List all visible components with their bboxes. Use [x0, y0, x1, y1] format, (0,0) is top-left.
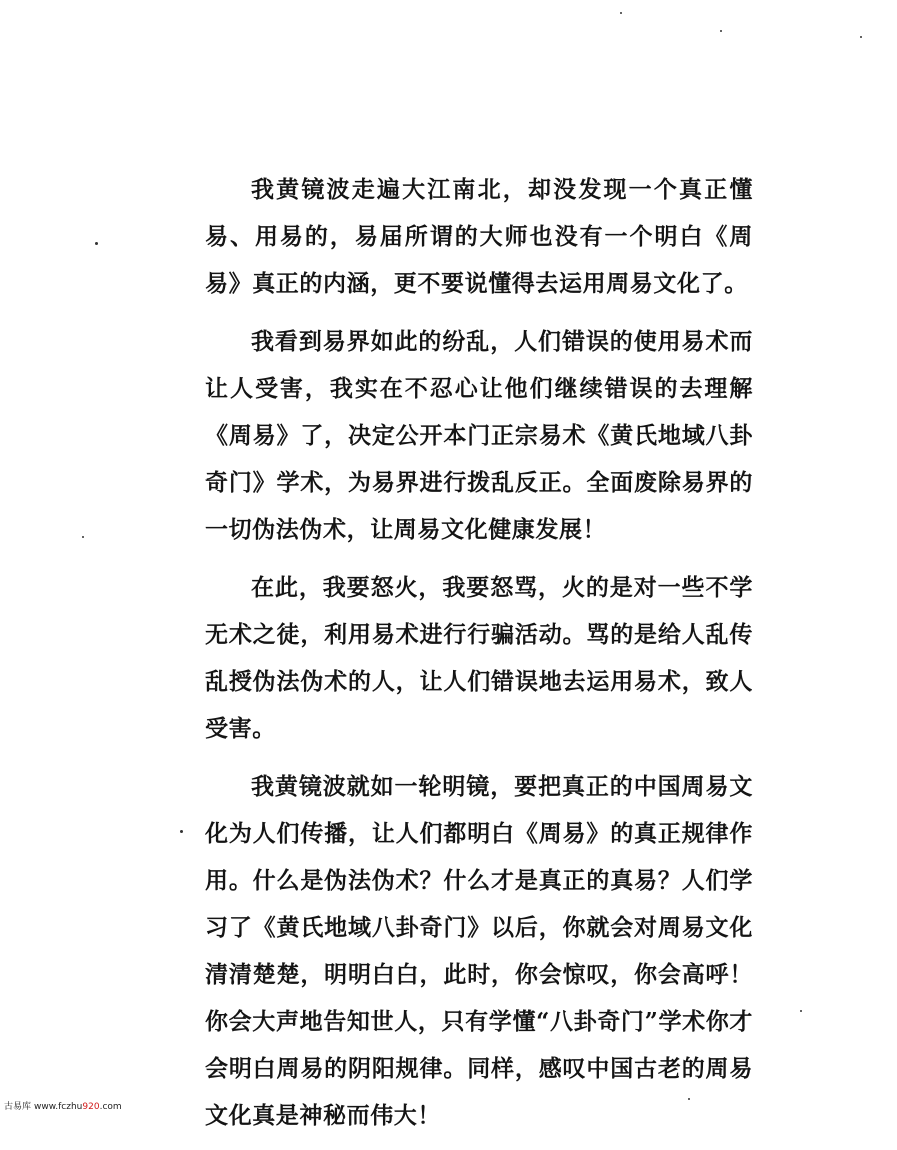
site-watermark [4, 1099, 122, 1112]
scan-speck [95, 242, 98, 245]
scan-speck [720, 30, 722, 32]
scan-speck [82, 536, 84, 538]
scan-speck [620, 12, 622, 14]
paragraph-4: 我黄镜波就如一轮明镜，要把真正的中国周易文化为人们传播，让人们都明白《周易》的真正规律作用。什么是伪法伪术？什么才是真正的真易？人们学习了《黄氏地域八卦奇门》以后，你就会对周易文化清清楚楚，明明白白，此时，你会惊叹，你会高呼！你会大声地告知世人，只有学懂“八卦奇门”学术你才会明白周易的阴阳规律。同样，感叹中国古老的周易文化真是神秘而伟大！ [205, 773, 753, 1129]
paragraph-2: 我看到易界如此的纷乱，人们错误的使用易术而让人受害，我实在不忍心让他们继续错误的去理解《周易》了，决定公开本门正宗易术《黄氏地域八卦奇门》学术，为易界进行拨乱反正。全面废除易界的一切伪法伪术，让周易文化健康发展！ [205, 328, 753, 543]
scan-speck [860, 36, 862, 38]
scan-speck [800, 1010, 802, 1012]
document-body [205, 166, 753, 1150]
scan-speck [180, 830, 183, 833]
paragraph-3: 在此，我要怒火，我要怒骂，火的是对一些不学无术之徒，利用易术进行行骗活动。骂的是给人乱传乱授伪法伪术的人，让人们错误地去运用易术，致人受害。 [205, 574, 753, 742]
watermark-url [34, 1102, 122, 1112]
watermark-site-name: 古易库 [4, 1102, 32, 1112]
scan-speck [688, 1098, 690, 1100]
watermark-url-prefix: www.fczhu [34, 1102, 83, 1112]
paragraph-1: 我黄镜波走遍大江南北，却没发现一个真正懂易、用易的，易届所谓的大师也没有一个明白《周易》真正的内涵，更不要说懂得去运用周易文化了。 [205, 176, 753, 297]
watermark-url-suffix: .com [99, 1102, 122, 1112]
watermark-url-number: 920 [82, 1102, 100, 1112]
